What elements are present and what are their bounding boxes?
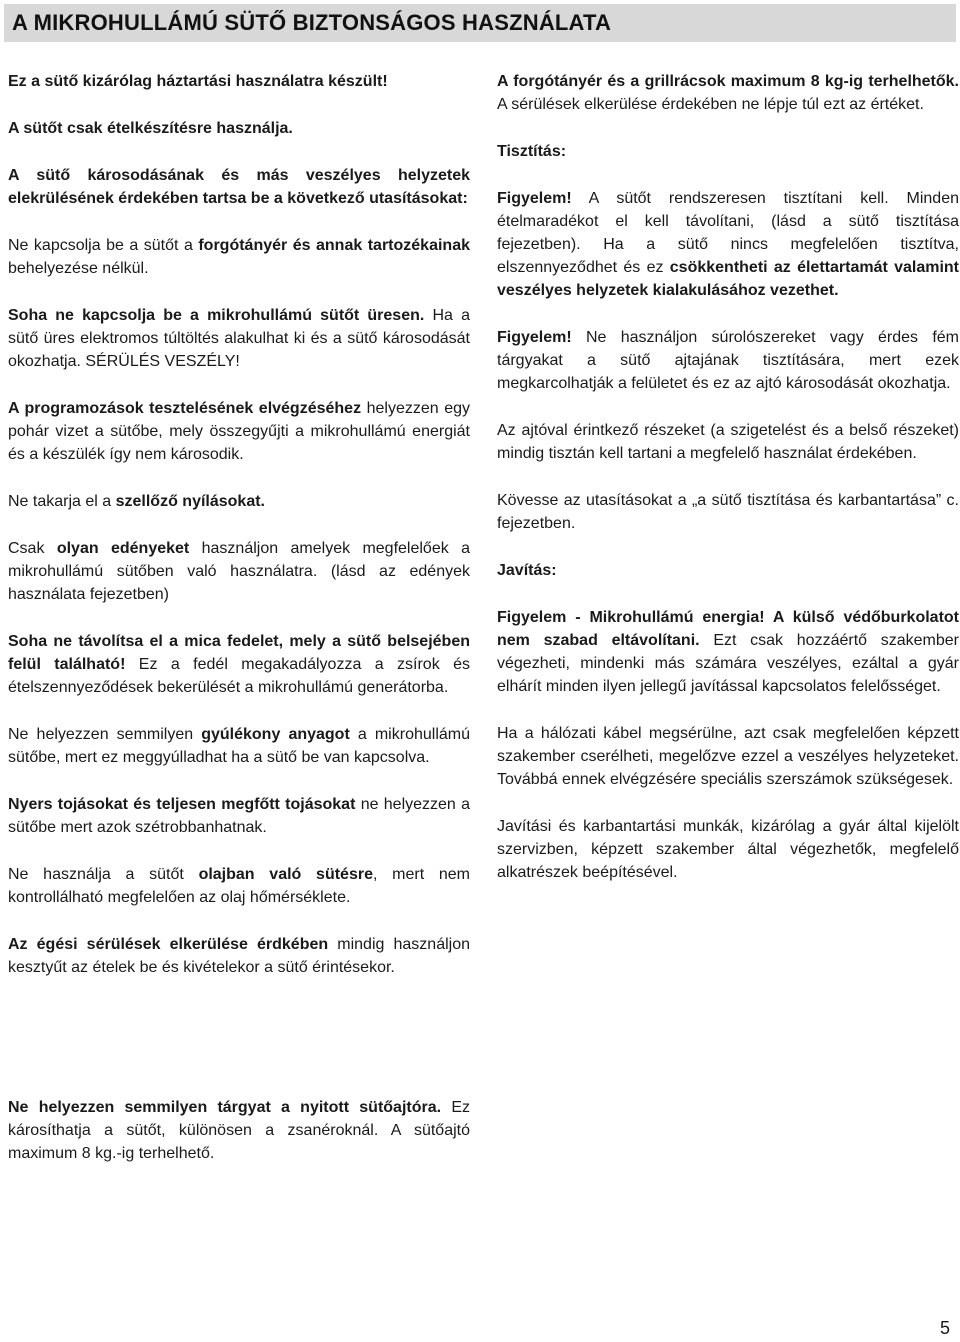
right-column: [497, 70, 959, 908]
text: helyezzen egy pohár vizet a sütőbe, mely összegyűjti a mikrohullámú energiát és a készülék így nem károsodik.: [8, 400, 471, 463]
text: Ez károsíthatja a sütőt, különösen a zsanéroknál. A sütőajtó maximum 8 kg.-ig terhelhető.: [8, 1099, 470, 1162]
paragraph: Kövesse az utasításokat a „a sütő tisztítása és karbantartása” c. fejezetben.: [497, 492, 959, 532]
text: használjon amelyek megfelelőek a mikrohullámú sütőben való használatra. (lásd az edények használata fejezetben): [8, 540, 471, 603]
paragraph: [8, 164, 470, 210]
page-title: A MIKROHULLÁMÚ SÜTŐ BIZTONSÁGOS HASZNÁLATA: [12, 10, 612, 35]
text: mindig használjon kesztyűt az ételek be és kivételekor a sütő érintésekor.: [8, 936, 470, 976]
paragraph: [8, 70, 470, 93]
bold-text: Soha ne távolítsa el a mica fedelet, mely a sütő belsejében felül található!: [8, 633, 470, 673]
bold-text: A sütő károsodásának és más veszélyes helyzetek elekrülésének érdekében tartsa be a következő utasításokat:: [8, 167, 470, 207]
paragraph: [497, 187, 959, 302]
bold-text: gyúlékony anyagot: [201, 726, 350, 743]
text: Ez a fedél megakadályozza a zsírok és ételszennyeződések bekerülését a mikrohullámú generátorba.: [8, 656, 470, 696]
paragraph: [8, 490, 470, 513]
bold-text: csökkentheti az élettartamát valamint veszélyes helyzetek kialakulásához vezethet.: [497, 259, 959, 299]
paragraph: [8, 397, 470, 466]
bold-text: Figyelem - Mikrohullámú energia! A külső védőburkolatot nem szabad eltávolítani.: [497, 609, 959, 649]
text: , mert nem kontrollálható megfelelően az olaj hőmérséklete.: [8, 866, 470, 906]
page-number: 5: [939, 1318, 950, 1338]
text: Ne kapcsolja be a sütőt a: [8, 237, 199, 254]
paragraph: [8, 304, 470, 373]
bold-text: A programozások tesztelésének elvégzéséhez: [8, 400, 362, 417]
text: Ne használja a sütőt: [8, 866, 199, 883]
bold-text: forgótányér és annak tartozékainak: [198, 237, 470, 254]
bold-text: Figyelem!: [497, 329, 572, 346]
paragraph: [8, 117, 470, 140]
paragraph: [8, 933, 470, 979]
paragraph: [497, 70, 959, 116]
text: Csak: [8, 540, 57, 557]
heading-text: Javítás:: [497, 562, 557, 579]
text: Ha a sütő üres elektromos túltöltés alakulhat ki és a sütő károsodását okozhatja. SÉRÜLÉS VESZÉLY!: [8, 307, 470, 370]
text: a mikrohullámú sütőbe, mert ez meggyúlladhat ha a sütő be van kapcsolva.: [8, 726, 470, 766]
bold-text: olyan edényeket: [56, 540, 190, 557]
text: Ne helyezzen semmilyen: [8, 726, 202, 743]
text: A sérülések elkerülése érdekében ne lépje túl ezt az értéket.: [497, 96, 924, 113]
paragraph: [8, 537, 470, 606]
bottom-paragraph: [8, 1096, 470, 1165]
bold-text: Soha ne kapcsolja be a mikrohullámú sütőt üresen.: [8, 307, 425, 324]
paragraph: [8, 234, 470, 280]
left-column: [8, 70, 470, 1003]
heading-text: Tisztítás:: [497, 143, 567, 160]
text: ne helyezzen a sütőbe mert azok szétrobbanhatnak.: [8, 796, 470, 836]
paragraph: Javítási és karbantartási munkák, kizárólag a gyár által kijelölt szervizben, képzett szakember által végezhetők, megfelelő alkatrészek beépítésével.: [497, 818, 959, 881]
bold-text: A forgótányér és a grillrácsok maximum 8 kg-ig terhelhetők.: [497, 73, 959, 90]
bold-text: A sütőt csak ételkészítésre használja.: [8, 120, 293, 137]
text: behelyezése nélkül.: [8, 260, 149, 277]
paragraph: [8, 630, 470, 699]
text: A sütőt rendszeresen tisztítani kell. Minden ételmaradékot el kell távolítani, (lásd a sütő tisztítása fejezetben). Ha a sütő nincs megfelelően tisztítva, elszennyeződhet és ez: [497, 190, 959, 276]
paragraph: Az ajtóval érintkező részeket (a szigetelést és a belső részeket) mindig tisztán kell tartani a megfelelő használat érdekében.: [497, 422, 959, 462]
bold-text: szellőző nyílásokat.: [115, 493, 265, 510]
page-header: [4, 4, 956, 42]
text: Ne használjon súrolószereket vagy érdes fém tárgyakat a sütő ajtajának tisztítására, mert ezek megkarcolhatják a felületet és ez az ajtó károsodását okozhatja.: [497, 329, 959, 392]
paragraph: [8, 793, 470, 839]
paragraph: [8, 723, 470, 769]
bold-text: olajban való sütésre: [198, 866, 373, 883]
paragraph: Ha a hálózati kábel megsérülne, azt csak megfelelően képzett szakember cserélheti, megelőzve ezzel a veszélyes helyzeteket. Továbbá ennek elvégzésére speciális szerszámok szükségesek.: [497, 725, 959, 788]
text: Ezt csak hozzáértő szakember végezheti, mindenki más számára veszélyes, ezáltal a gyár elhárít minden ilyen jellegű javítással kapcsolatos felelősséget.: [497, 632, 960, 695]
paragraph: [497, 606, 959, 698]
paragraph: [8, 1096, 470, 1165]
section-heading-repair: [497, 559, 959, 582]
text: Ne takarja el a: [8, 493, 116, 510]
bold-text: Ne helyezzen semmilyen tárgyat a nyitott sütőajtóra.: [8, 1099, 442, 1116]
bold-text: Ez a sütő kizárólag háztartási használatra készült!: [8, 73, 388, 90]
bold-text: Az égési sérülések elkerülése érdkében: [8, 936, 329, 953]
paragraph: [497, 326, 959, 395]
bold-text: Figyelem!: [497, 190, 572, 207]
bold-text: Nyers tojásokat és teljesen megfőtt tojásokat: [8, 796, 356, 813]
paragraph: [8, 863, 470, 909]
section-heading-cleaning: [497, 140, 959, 163]
